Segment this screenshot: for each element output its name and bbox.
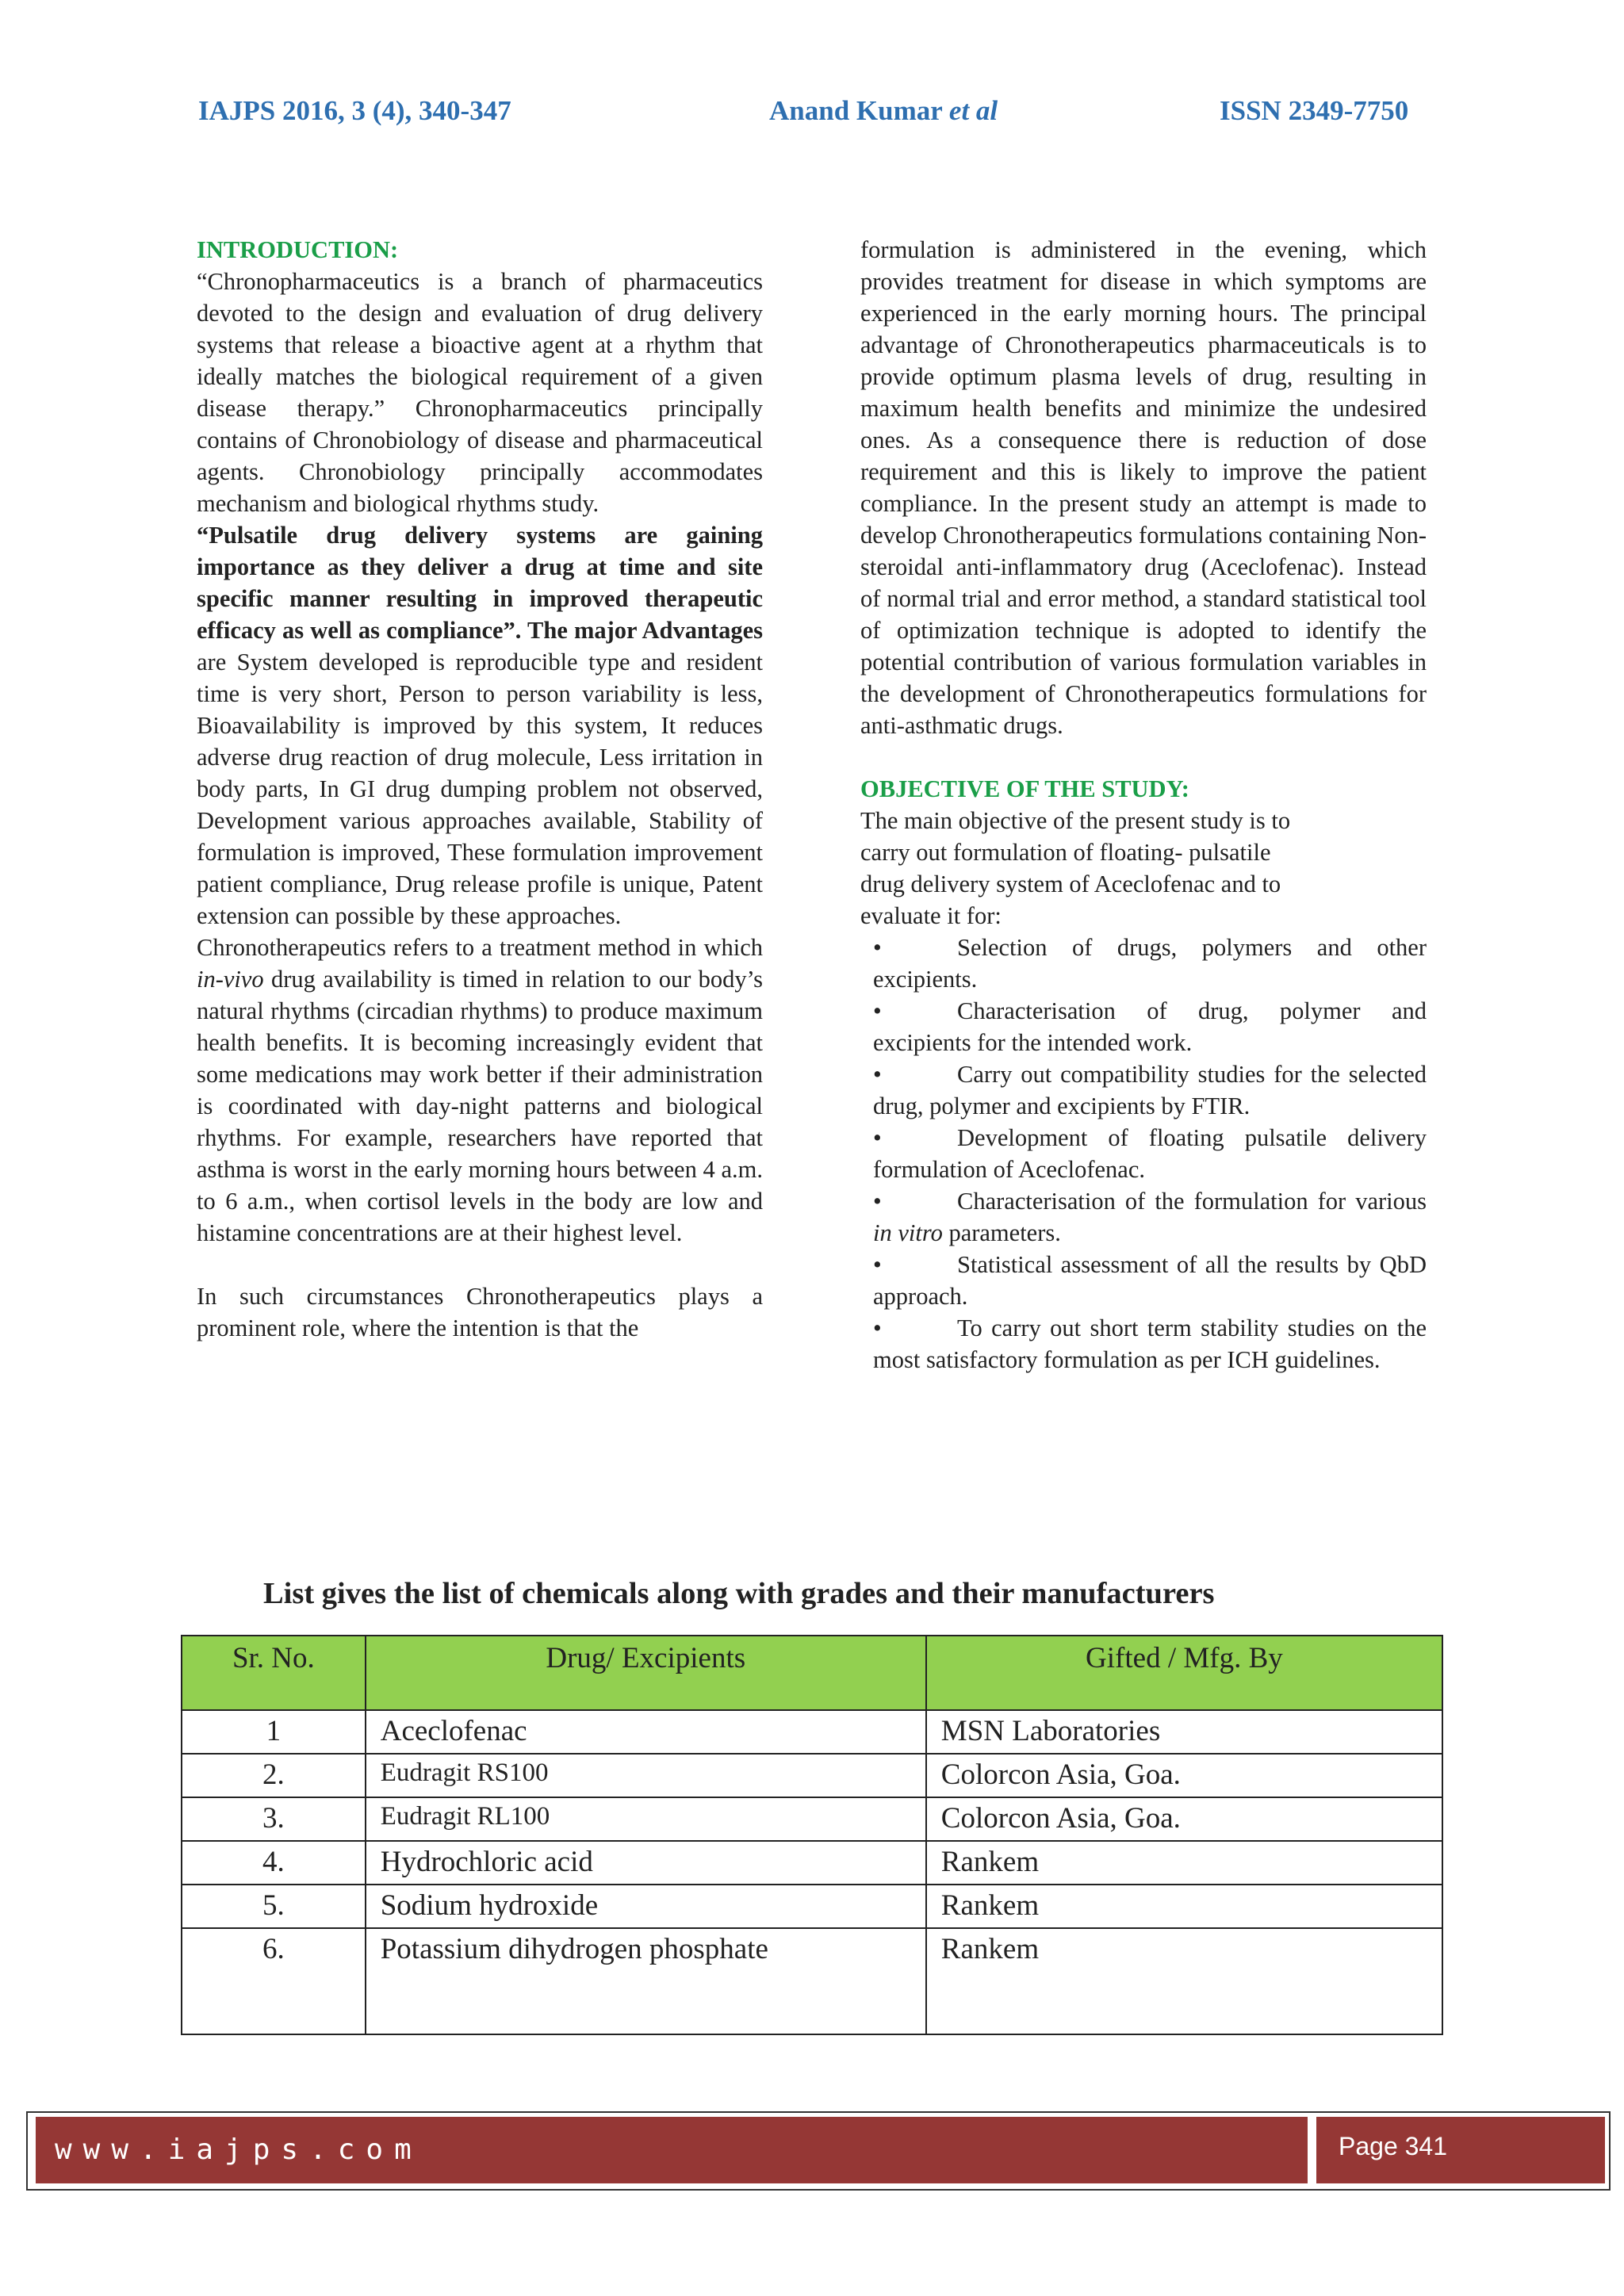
objective-intro-line: The main objective of the present study is to [860,807,1291,834]
table-cell: 5. [182,1885,366,1928]
list-item [860,1058,1427,1122]
objective-intro [860,805,1427,932]
table-cell: Colorcon Asia, Goa. [926,1797,1442,1841]
table-header-row [182,1636,1442,1710]
bullet-icon: • [873,934,882,961]
objective-list [860,932,1427,1376]
bullet-icon: • [873,1124,882,1151]
table-cell: Rankem [926,1885,1442,1928]
list-item-text: To carry out short term stability studies on the most satisfactory formulation as per ICH guidelines. [873,1314,1427,1373]
journal-citation: IAJPS 2016, 3 (4), 340-347 [198,95,511,126]
author-line [769,95,998,135]
intro-paragraph-3-end: drug availability is timed in relation to our body’s natural rhythms (circadian rhythms) to produce maximum health benefits. It is becoming increasingly evident that some medications may work better if their administration is coordinated with day-night patterns and biological rhythms. For example, researchers have reported that asthma is worst in the early morning hours between 4 a.m. to 6 a.m., when cortisol levels in the body are low and histamine concentrations are at their highest level. [197,966,763,1246]
column-header: Gifted / Mfg. By [926,1636,1442,1710]
column-header: Sr. No. [182,1636,366,1710]
table-caption: List gives the list of chemicals along with grades and their manufacturers [263,1577,1215,1610]
objective-heading: OBJECTIVE OF THE STUDY: [860,775,1189,802]
table-cell: Rankem [926,1928,1442,2034]
bullet-icon: • [873,1314,882,1341]
table-cell: Hydrochloric acid [366,1841,926,1885]
website-link[interactable]: www.iajps.com [36,2117,1308,2183]
list-item [860,995,1427,1058]
table-cell: 1 [182,1710,366,1754]
intro-paragraph-1: “Chronopharmaceutics is a branch of pharmaceutics devoted to the design and evaluation of drug delivery systems that release a bioactive agent at a rhythm that ideally matches the biological requirement of a given disease therapy.” Chronopharmaceutics principally contains of Chronobiology of disease and pharmaceutical agents. Chronobiology principally accommodates mechanism and biological rhythms study. [197,268,763,517]
table-row [182,1885,1442,1928]
table-row [182,1928,1442,2034]
intro-paragraph-3-italic: in-vivo [197,966,264,993]
bullet-icon: • [873,1188,882,1215]
author-etal: et al [948,95,998,126]
table-cell: Eudragit RS100 [366,1754,926,1797]
list-item [860,1249,1427,1312]
list-item-italic: in vitro [873,1219,943,1246]
list-item [860,1122,1427,1185]
table-cell: Sodium hydroxide [366,1885,926,1928]
list-item [860,1185,1427,1249]
list-item-text: Carry out compatibility studies for the selected drug, polymer and excipients by FTIR. [873,1061,1427,1119]
issn: ISSN 2349-7750 [1220,95,1409,126]
intro-paragraph-2-bold: “Pulsatile drug delivery systems are gaining importance as they deliver a drug at time and site specific manner resulting in improved therapeutic efficacy as well as compliance”. The major Advantages [197,522,763,644]
table-row [182,1754,1442,1797]
list-item-text: Statistical assessment of all the results by QbD approach. [873,1251,1427,1310]
intro-paragraph-2 [197,519,763,932]
introduction-heading: INTRODUCTION: [197,236,399,263]
objective-intro-line: drug delivery system of Aceclofenac and to [860,871,1281,897]
list-item [860,932,1427,995]
table-cell: 2. [182,1754,366,1797]
list-item [860,1312,1427,1376]
table-cell: Colorcon Asia, Goa. [926,1754,1442,1797]
left-column [197,234,763,1344]
intro-paragraph-5: formulation is administered in the evening, which provides treatment for disease in which symptoms are experienced in the early morning hours. The principal advantage of Chronotherapeutics pharmaceuticals is to provide optimum plasma levels of drug, resulting in maximum health benefits and minimize the undesired ones. As a consequence there is reduction of dose requirement and this is likely to improve the patient compliance. In the present study an attempt is made to develop Chronotherapeutics formulations containing Non-steroidal anti-inflammatory drug (Aceclofenac). Instead of normal trial and error method, a standard statistical tool of optimization technique is adopted to identify the potential contribution of various formulation variables in the development of Chronotherapeutics formulations for anti-asthmatic drugs. [860,236,1427,739]
bullet-icon: • [873,1251,882,1278]
list-item-text: Characterisation of drug, polymer and excipients for the intended work. [873,997,1427,1056]
intro-paragraph-3-start: Chronotherapeutics refers to a treatment method in which [197,934,763,961]
right-column [860,234,1427,1376]
intro-paragraph-4: In such circumstances Chronotherapeutics plays a prominent role, where the intention is that the [197,1283,763,1341]
intro-paragraph-3 [197,932,763,1249]
chemicals-table [181,1635,1443,2035]
table-cell: 6. [182,1928,366,2034]
table-cell: Rankem [926,1841,1442,1885]
bullet-icon: • [873,1061,882,1088]
table-row [182,1797,1442,1841]
table-cell: Aceclofenac [366,1710,926,1754]
table-cell: 4. [182,1841,366,1885]
author-names: Anand Kumar [769,95,949,126]
table-cell: Potassium dihydrogen phosphate [366,1928,926,2034]
list-item-text: Development of floating pulsatile delivery formulation of Aceclofenac. [873,1124,1427,1183]
table-cell: 3. [182,1797,366,1841]
list-item-text: parameters. [942,1219,1061,1246]
page-number: Page 341 [1316,2117,1605,2183]
table-row [182,1841,1442,1885]
table-cell: MSN Laboratories [926,1710,1442,1754]
column-header: Drug/ Excipients [366,1636,926,1710]
list-item-text: Characterisation of the formulation for various [957,1188,1427,1215]
objective-intro-line: evaluate it for: [860,902,1002,929]
bullet-icon: • [873,997,882,1024]
table-cell: Eudragit RL100 [366,1797,926,1841]
objective-intro-line: carry out formulation of floating- pulsatile [860,839,1271,866]
intro-paragraph-2-rest: are System developed is reproducible type and resident time is very short, Person to person variability is less, Bioavailability is improved by this system, It reduces adverse drug reaction of drug molecule, Less irritation in body parts, In GI drug dumping problem not observed, Development various approaches available, Stability of formulation is improved, These formulation improvement patient compliance, Drug release profile is unique, Patent extension can possible by these approaches. [197,649,763,929]
list-item-text: Selection of drugs, polymers and other excipients. [873,934,1427,993]
table-row [182,1710,1442,1754]
